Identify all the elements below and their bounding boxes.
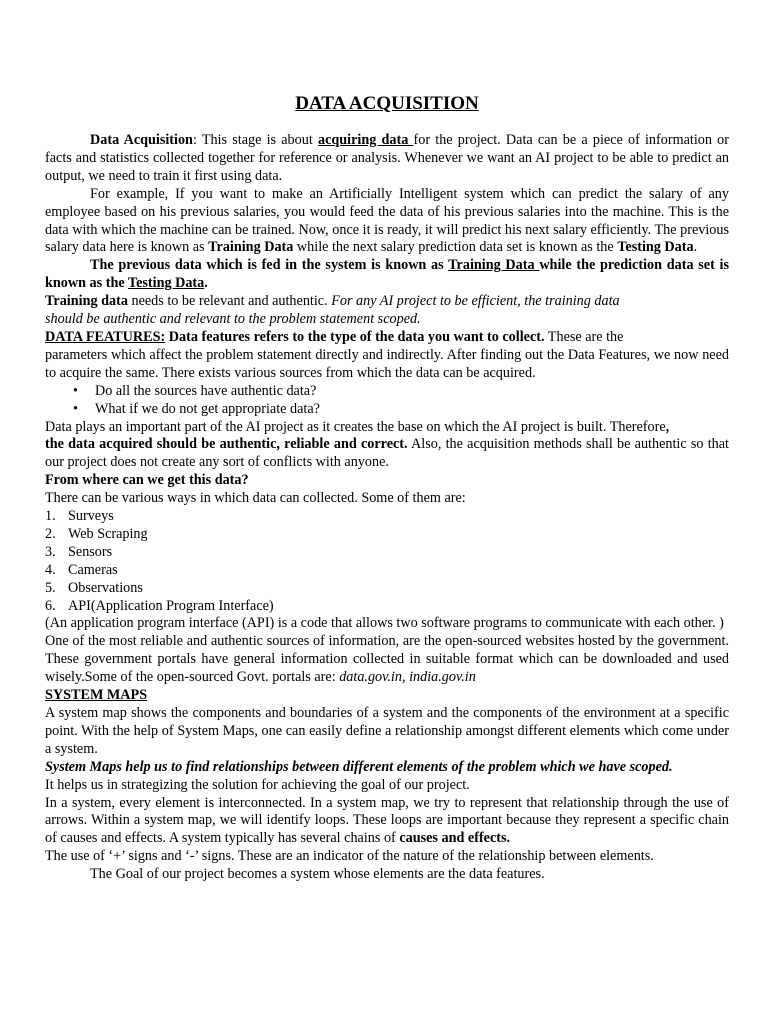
system-maps-text: In a system, every element is interconnected. In a system map, we try to represent that relationship through the use of arrows. Within a system map, we will identify loops. These loops are important because they represent a specific chain of causes and effects. A system typically has several chains of	[45, 794, 729, 847]
data-features-heading: DATA FEATURES:	[45, 328, 166, 345]
source-label: Observations	[68, 579, 143, 596]
data-features-line	[45, 329, 729, 347]
importance-bold: the data acquired should be authentic, reliable and correct.	[45, 436, 408, 453]
data-features-text-1: These are the	[544, 328, 624, 345]
source-label: Sensors	[68, 543, 113, 560]
source-label: API(Application Program Interface)	[68, 597, 274, 614]
list-item	[45, 383, 729, 401]
question-list	[45, 383, 729, 419]
list-item	[45, 562, 729, 580]
portals-text: One of the most reliable and authentic sources of information, are the open-sourced websites hosted by the government. These government portals have general information collected in suitable format which can be downloaded and used wisely.Some of the open-sourced Govt. portals are:	[45, 633, 729, 686]
source-number: 6.	[45, 597, 56, 614]
bullet-icon: •	[73, 382, 78, 399]
intro-paragraph	[45, 132, 729, 186]
example-text-3: .	[693, 239, 698, 256]
importance-text-1: Data plays an important part of the AI project as it creates the base on which the AI project is built. Therefore	[45, 418, 666, 435]
system-maps-paragraph-2: It helps us in strategizing the solution for achieving the goal of our project.	[45, 776, 470, 793]
training-data-paragraph	[45, 293, 729, 329]
definition-paragraph	[45, 257, 729, 293]
data-features-bold: Data features refers to the type of the data you want to collect.	[165, 328, 545, 345]
source-number: 4.	[45, 561, 56, 578]
where-text: There can be various ways in which data can collected. Some of them are:	[45, 490, 466, 507]
where-heading: From where can we get this data?	[45, 472, 249, 489]
list-item	[45, 508, 729, 526]
system-maps-paragraph-4: The use of ‘+’ signs and ‘-’ signs. These are an indicator of the nature of the relationship between elements.	[45, 848, 654, 865]
testing-data-term: Testing Data	[617, 239, 694, 256]
source-number: 3.	[45, 543, 56, 560]
training-data-text: needs to be relevant and authentic.	[127, 293, 332, 310]
system-maps-paragraph-5: The Goal of our project becomes a system whose elements are the data features.	[90, 866, 545, 883]
sources-list	[45, 508, 729, 615]
source-number: 2.	[45, 525, 56, 542]
importance-paragraph	[45, 419, 729, 473]
source-number: 1.	[45, 508, 56, 525]
system-maps-heading: SYSTEM MAPS	[45, 687, 148, 704]
api-note: (An application program interface (API) is a code that allows two software programs to communicate with each other. )	[45, 615, 724, 632]
training-data-term: Training Data	[208, 239, 294, 256]
data-features-paragraph: parameters which affect the problem statement directly and indirectly. After finding out the Data Features, we now need to acquire the same. There exists various sources from which the data can be acquired.	[45, 346, 729, 381]
page-title: DATA ACQUISITION	[295, 93, 479, 114]
source-number: 5.	[45, 579, 56, 596]
list-item	[45, 598, 729, 616]
system-maps-paragraph-1: A system map shows the components and boundaries of a system and the components of the environment at a specific point. With the help of System Maps, one can easily define a relationship amongst different elements which come under a system.	[45, 705, 729, 757]
example-text-1: For example, If you want to make an Artificially Intelligent system which can predict the salary of any employee based on his previous salaries, you would feed the data of his previous salaries into the machine. This is the data with which the machine can be trained. Now, once it is ready, it will predict his next salary efficiently. The previous salary data here is known as	[45, 185, 729, 256]
source-label: Cameras	[68, 561, 118, 578]
list-item	[45, 580, 729, 598]
training-data-underlined: Training Data	[448, 257, 540, 274]
training-data-italic-2: should be authentic and relevant to the problem statement scoped.	[45, 311, 421, 328]
list-item	[45, 544, 729, 562]
question-1: Do all the sources have authentic data?	[95, 382, 317, 399]
training-data-italic-1: For any AI project to be efficient, the training data	[331, 293, 620, 310]
portals-paragraph	[45, 633, 729, 687]
importance-comma: ,	[665, 418, 670, 435]
definition-text-2: while the prediction data set is known as the	[45, 257, 729, 292]
example-paragraph	[45, 186, 729, 258]
portals-links: data.gov.in, india.gov.in	[339, 669, 476, 686]
intro-text-1: : This stage is about	[192, 132, 318, 148]
example-text-2: while the next salary prediction data set is known as the	[293, 239, 618, 256]
definition-text-1: The previous data which is fed in the system is known as	[90, 257, 449, 274]
intro-lead: Data Acquisition	[90, 132, 193, 148]
list-item	[45, 401, 729, 419]
question-2: What if we do not get appropriate data?	[95, 400, 320, 417]
causes-effects-bold: causes and effects.	[399, 830, 511, 847]
testing-data-underlined: Testing Data	[127, 275, 205, 292]
document-page	[45, 92, 729, 884]
acquiring-data-link: acquiring data	[317, 132, 414, 148]
list-item	[45, 526, 729, 544]
system-maps-paragraph-3	[45, 795, 729, 849]
training-data-lead: Training data	[45, 293, 128, 310]
definition-text-3: .	[204, 275, 208, 292]
importance-text-2: Also, the acquisition methods shall be authentic so that our project does not create any sort of conflicts with anyone.	[45, 436, 730, 471]
system-maps-highlight: System Maps help us to find relationships between different elements of the problem which we have scoped.	[45, 758, 673, 775]
source-label: Surveys	[68, 508, 114, 525]
intro-text-2: for the project. Data can be a piece of information or facts and statistics collected together for reference or analysis. Whenever we want an AI project to be able to predict an output, we need to train it first using data.	[45, 132, 729, 184]
source-label: Web Scraping	[68, 525, 148, 542]
bullet-icon: •	[73, 400, 78, 417]
